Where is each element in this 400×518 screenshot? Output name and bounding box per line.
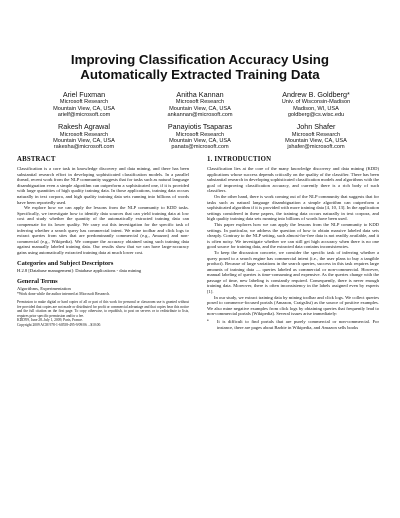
author-affiliation: Microsoft Research [291,131,341,138]
author-name: Anitha Kannan [176,90,224,99]
author [28,91,140,118]
author-name: Ariel Fuxman [62,90,106,99]
author-location: Madison, WI, USA [293,105,339,112]
categories-text: H.2.8 [Database management]: Database applications - data mining [17,268,142,274]
bullet-marker: • [207,319,209,325]
intro-paragraph: Classification lies at the core of the many knowledge discovery and data mining (KDD) applications whose success depends critically on the quality of the classifier. There has been substantial research in developing sophisticated classification models and algorithms with the goal of improving classification accuracy, and currently there is a rich body of such classifiers. [207,166,379,194]
author [144,123,256,150]
author [260,123,372,150]
author-name: John Shafer [296,122,336,132]
author-email: panats@microsoft.com [171,144,229,151]
intro-paragraph: To keep the discussion concrete, we consider the specific task of inferring whether a query posed to a search engine has commercial intent (i.e., the user plans to buy a tangible product). Because of large variations in the search queries, success in this task requires large amounts of training data — queries labeled as commercial or non-commercial. However, manual labeling of queries is time-consuming and expensive. As the queries change with the passage of time, new labeling is constantly required. Consequently, there is never enough training data. Moreover, there is often inconsistency in the labels assigned even by experts [1]. [207,249,379,295]
author-row-2 [28,123,372,150]
author-name: Andrew B. Goldberg* [282,90,350,99]
author [28,123,140,150]
author-affiliation: Microsoft Research [59,131,109,138]
author-location: Mountain View, CA, USA [53,105,115,112]
categories-heading: Categories and Subject Descriptors [17,259,114,267]
title-line-1: Improving Classification Accuracy Using [70,52,330,67]
intro-paragraph: This paper explores how we can apply the lessons from the NLP community to KDD settings. In particular, we address the question of how to obtain massive labeled data sets cheaply. Contrary to the NLP setting, such almost-for-free data is not readily available, and it is often noisy. We investigate whether we can still get high accuracy when there is no one good source for training data, and the extracted data contains inconsistencies. [207,221,379,250]
title-line-2: Automatically Extracted Training Data [80,67,320,82]
author-location: Mountain View, CA, USA [285,138,347,145]
author-row-1 [28,91,372,118]
author-email: jshafer@microsoft.com [287,144,345,151]
abstract-paragraph: Classification is a core task in knowledge discovery and data mining, and there has been substantial research effort in developing sophisticated classification models. In a parallel thread, recent work from the NLP community suggests that for tasks such as natural language disambiguation even a simple algorithm can outperform a sophisticated one, if it is provided with large quantities of high quality training data. In those applications, training data occurs naturally in text corpora, and high quality training data sets running into billions of words have been reportedly used. [17,166,189,205]
venue-line: KDD'09, June 28–July 1, 2009, Paris, France. [17,318,83,323]
author [260,91,372,118]
author-block [28,91,372,156]
abstract-heading: ABSTRACT [17,156,56,163]
author-email: rakesha@microsoft.com [53,144,115,151]
author-affiliation: Microsoft Research [59,99,109,106]
author-email: goldberg@cs.wisc.edu [287,112,345,119]
abstract-paragraph: We explore how we can apply the lessons from the NLP community to KDD tasks. Specifically, we investigate how to identify data sources that can yield training data at low cost and study whether the quantity of the automatically extracted training data can compensate for its lower quality. We carry out this investigation for the specific task of inferring whether a search query has commercial intent. We mine toolbar and click logs to extract queries from sites that are predominantly commercial (e.g., Amazon) and non-commercial (e.g., Wikipedia). We compare the accuracy obtained using such training data against manually labeled training data. Our results show that we can have large-accuracy gains using automatically extracted training data at much lower cost. [17,205,189,255]
intro-paragraph: In our study, we extract training data by mining toolbar and click logs. We collect queries posed to commerce-focused portals (Amazon, Craigslist) as the source of positive examples. We also mine negative examples from click logs by obtaining queries that frequently lead to non-commercial portals (Wikipedia). Several issues arise immediately: [207,294,379,317]
general-terms-heading: General Terms [17,277,58,285]
permission-notice [17,300,189,326]
bullet-text: It is difficult to find portals that are purely commercial or non-commercial. For instance, there are pages about Barbie in Wikipedia, and Amazon sells books [217,319,379,330]
left-column [17,156,189,327]
intro-bullet [207,319,379,330]
intro-heading: 1. INTRODUCTION [207,156,272,163]
author-email: arielf@microsoft.com [57,112,111,119]
author-location: Mountain View, CA, USA [53,138,115,145]
author-email: ankannan@microsoft.com [167,112,233,119]
general-terms-text: Algorithms, Experimentation [17,286,71,292]
author [144,91,256,118]
author-name: Panayiotis Tsaparas [167,122,233,132]
intro-paragraph: On the other hand, there is work coming out of the NLP community that suggests that for tasks such as natural language disambiguation a simple algorithm can outperform a sophisticated algorithm if it is provided with more training data [4, 10, 13]. In the application settings considered in these papers, the training data occurs naturally in text corpora, and high quality training data sets running into billions of words have been used. [207,193,379,222]
author-name: Rakesh Agrawal [58,122,110,132]
author-affiliation: Microsoft Research [175,99,225,106]
permission-text: Permission to make digital or hard copies of all or part of this work for personal or classroom use is granted without fee provided that copies are not made or distributed for profit or commercial advantage and that copies bear this notice and the full citation on the first page. To copy otherwise, to republish, to post on servers or to redistribute to lists, requires prior specific permission and/or a fee. [17,300,189,318]
author-affiliation: Univ. of Wisconsin-Madison [281,99,351,106]
paper-title [20,52,380,82]
author-affiliation: Microsoft Research [175,131,225,138]
author-location: Mountain View, CA, USA [169,138,231,145]
copyright-line: Copyright 2009 ACM 978-1-60558-495-9/09/06 ...$10.00. [17,322,102,327]
author-location: Mountain View, CA, USA [169,105,231,112]
author-footnote: *Work done while the author interned at Microsoft Research. [17,291,111,296]
right-column [207,156,379,330]
